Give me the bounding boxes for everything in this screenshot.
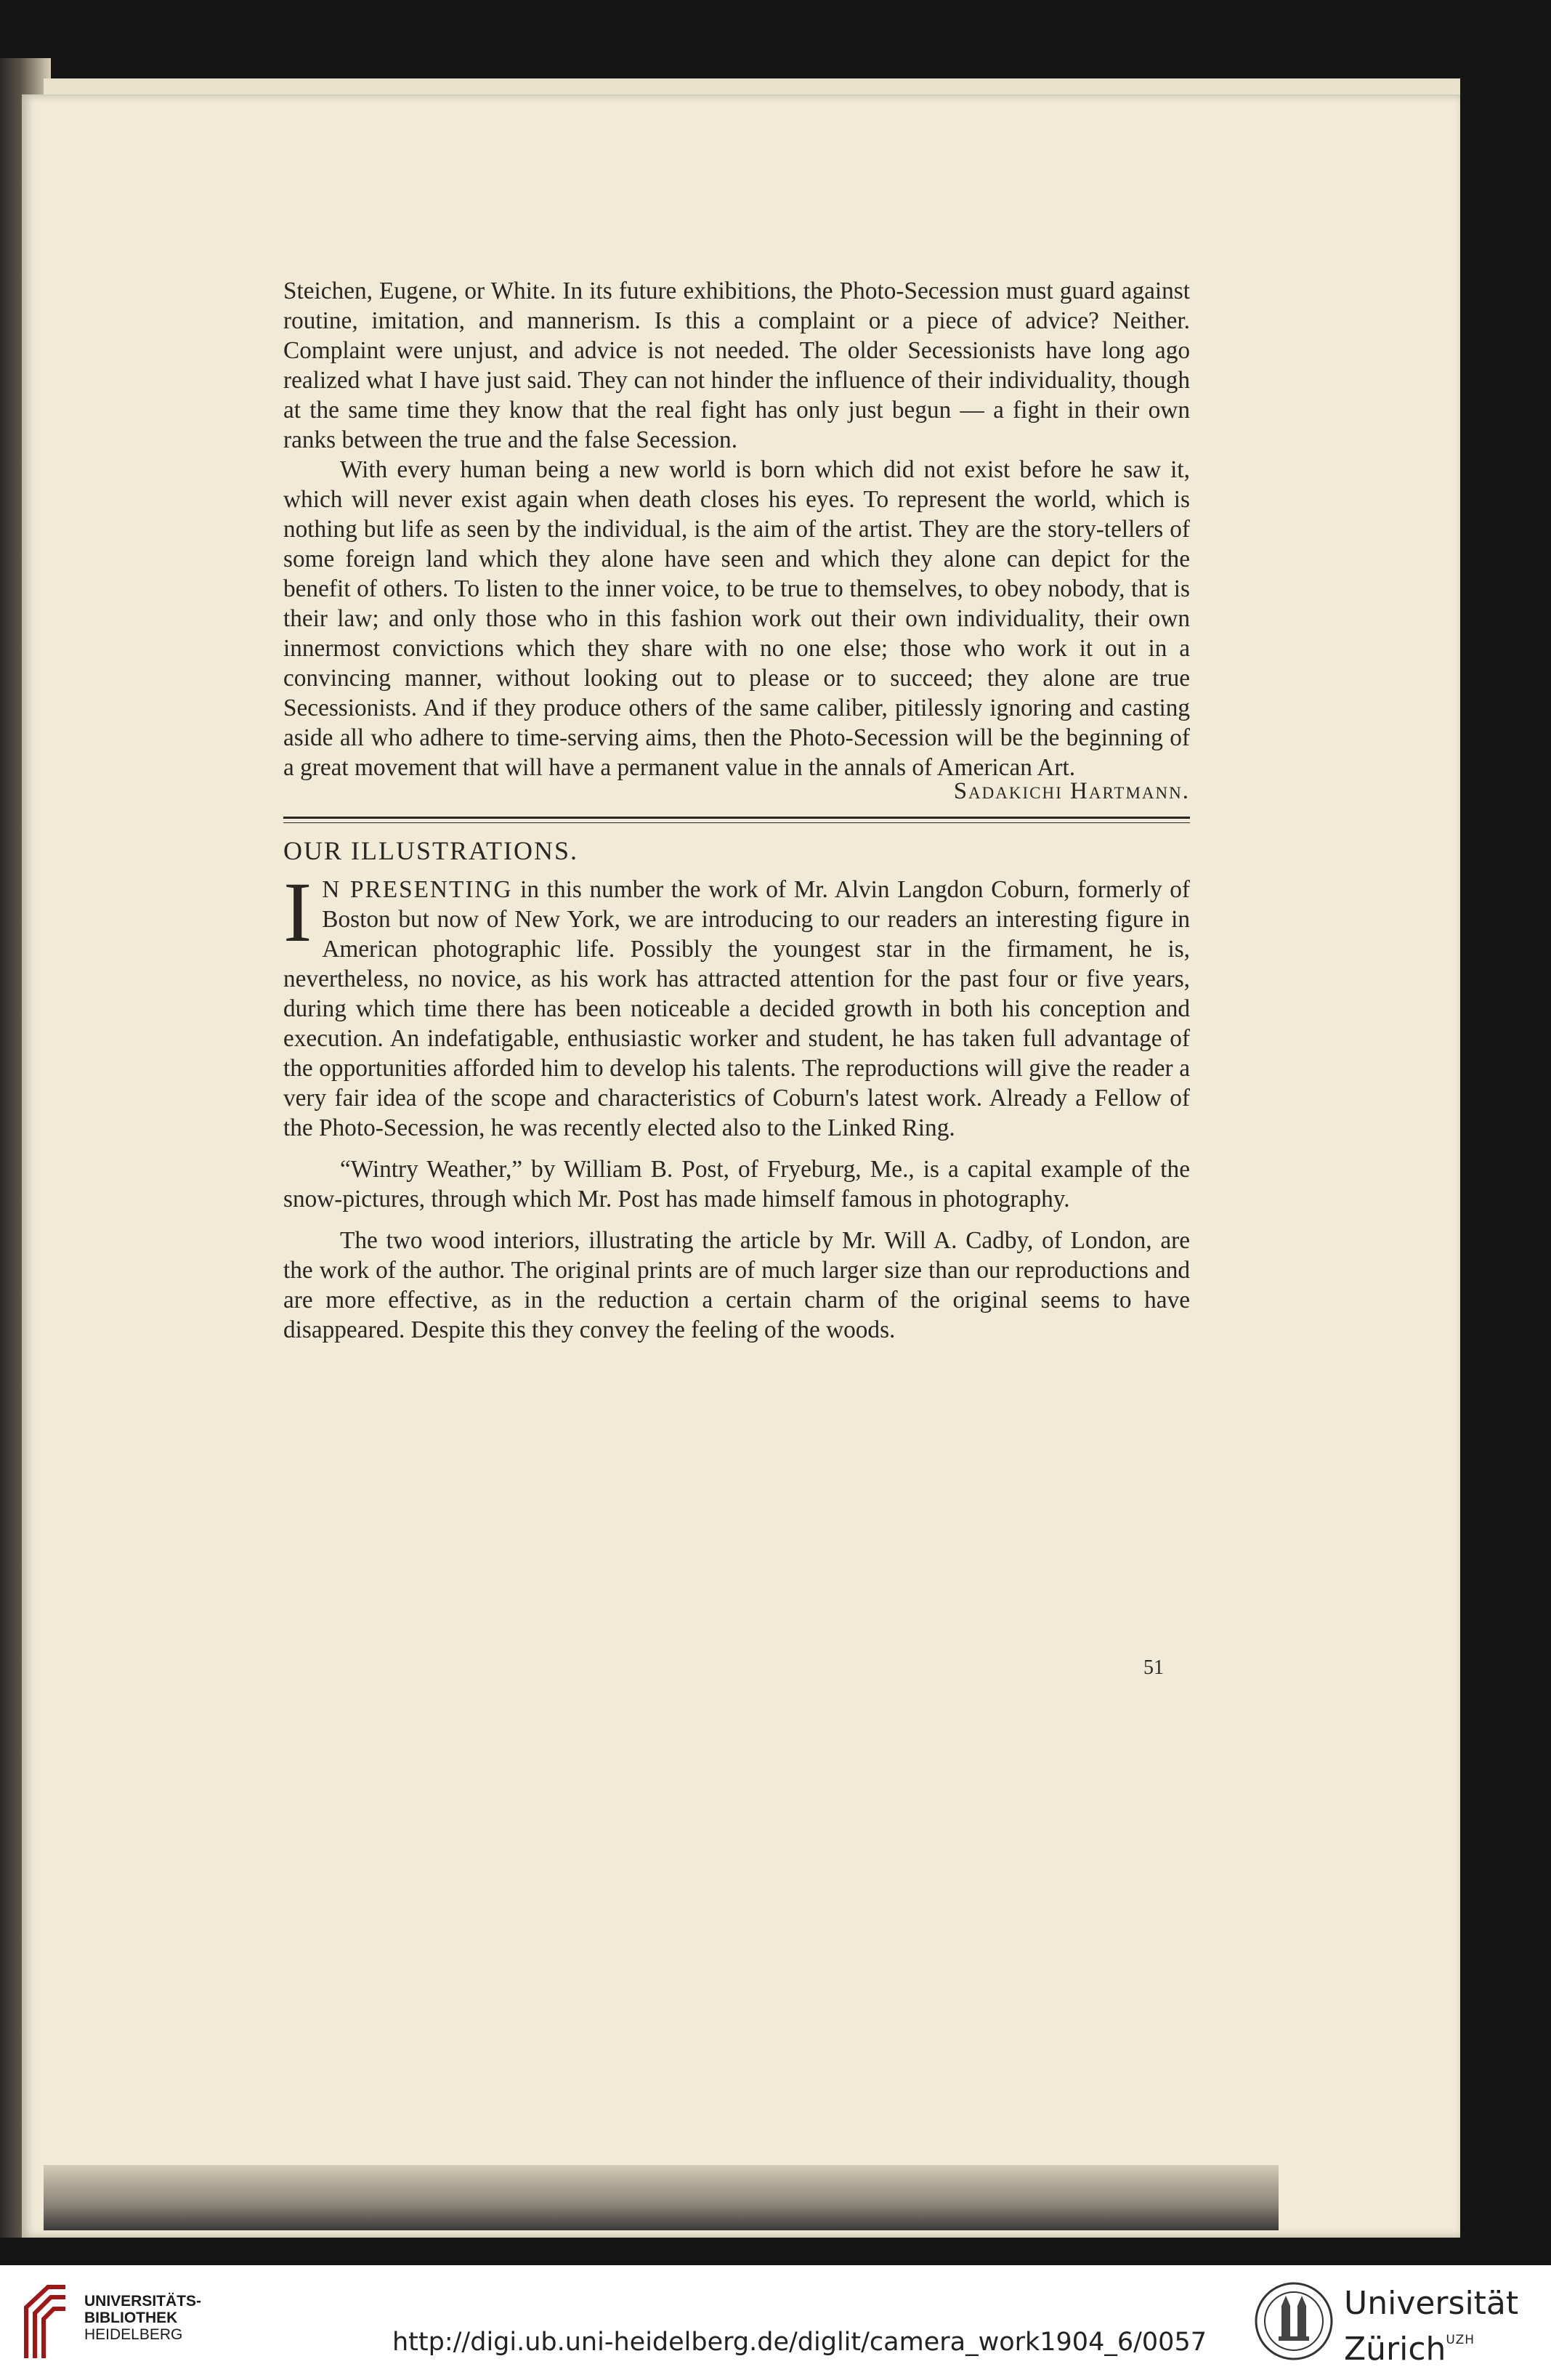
section-divider	[283, 817, 1190, 823]
heidelberg-library-logo-icon	[19, 2278, 73, 2365]
illustrations-paragraph-1	[283, 865, 1190, 1143]
illustrations-paragraph-1-body: in this number the work of Mr. Alvin Langdon Coburn, formerly of Boston but now of New York, we are introducing to our readers an interesting figure in American photographic life. Possibly the youngest star in the firmament, he is, nevertheless, no novice, as his work has attracted attention for the past four or five years, during which time there has been noticeable a decided growth in both his conception and execution. An indefatigable, enthusiastic worker and student, he has taken full advantage of the opportunities afforded him to develop his talents. The reproductions will give the reader a very fair idea of the scope and characteristics of Coburn's latest work. Already a Fellow of the Photo-Secession, he was recently elected also to the Linked Ring.	[283, 876, 1190, 1141]
page-text	[283, 276, 1190, 1345]
section-heading: OUR ILLUSTRATIONS.	[283, 836, 579, 865]
essay-paragraph-2: With every human being a new world is born which did not exist before he saw it, which will never exist again when death closes his eyes. To represent the world, which is nothing but life as seen by the individual, is the aim of the artist. They are the story-tellers of some foreign land which they alone have seen and which they alone can depict for the benefit of others. To listen to the inner voice, to be true to themselves, to obey nobody, that is their law; and only those who in this fashion work out their own individuality, their own innermost convictions which they share with no one else; those who work it out in a convincing manner, without looking out to please or to succeed; they alone are true Secessionists. And if they produce others of the same caliber, pitilessly ignoring and casting aside all who adhere to time-serving aims, then the Photo-Secession will be the beginning of a great movement that will have a permanent value in the annals of American Art.	[283, 456, 1190, 781]
library-name-line-1: UNIVERSITÄTS-	[84, 2293, 202, 2310]
uzh-city: Zürich	[1344, 2331, 1446, 2368]
uzh-name-line-1: Universität	[1344, 2285, 1519, 2322]
illustrations-paragraph-2: “Wintry Weather,” by William B. Post, of Fryeburg, Me., is a capital example of the snow-pictures, through which Mr. Post has made himself famous in photography.	[283, 1156, 1190, 1213]
digitization-footer	[0, 2265, 1551, 2380]
page-bottom-edge	[44, 2165, 1279, 2230]
uzh-name-line-2	[1344, 2322, 1518, 2368]
essay-paragraph-1: Steichen, Eugene, or White. In its future exhibitions, the Photo-Secession must guard against routine, imitation, and mannerism. Is this a complaint or a piece of advice? Neither. Complaint were unjust, and advice is not needed. The older Secessionists have long ago realized what I have just said. They can not hinder the influence of their individuality, though at the same time they know that the real fight has only just begun — a fight in their own ranks between the true and the false Secession.	[283, 278, 1190, 453]
digital-object-url[interactable]: http://digi.ub.uni-heidelberg.de/diglit/camera_work1904_6/0057	[392, 2328, 1207, 2357]
lead-caps: N PRESENTING	[322, 876, 513, 903]
heidelberg-library-name	[84, 2293, 201, 2343]
author-signature: Sadakichi Hartmann.	[953, 778, 1190, 804]
page-number: 51	[1143, 1656, 1164, 1679]
uzh-wordmark	[1344, 2286, 1518, 2368]
uzh-seal-icon	[1254, 2281, 1334, 2361]
illustrations-paragraph-3: The two wood interiors, illustrating the article by Mr. Will A. Cadby, of London, are the work of the author. The original prints are of much larger size than our reproductions and are more effective, as in the reduction a certain charm of the original seems to have disappeared. Despite this they convey the feeling of the woods.	[283, 1227, 1190, 1343]
library-name-line-2: BIBLIOTHEK	[84, 2310, 178, 2326]
drop-cap: I	[283, 865, 312, 960]
uzh-abbrev: UZH	[1446, 2333, 1475, 2347]
library-name-line-3: HEIDELBERG	[84, 2326, 183, 2343]
